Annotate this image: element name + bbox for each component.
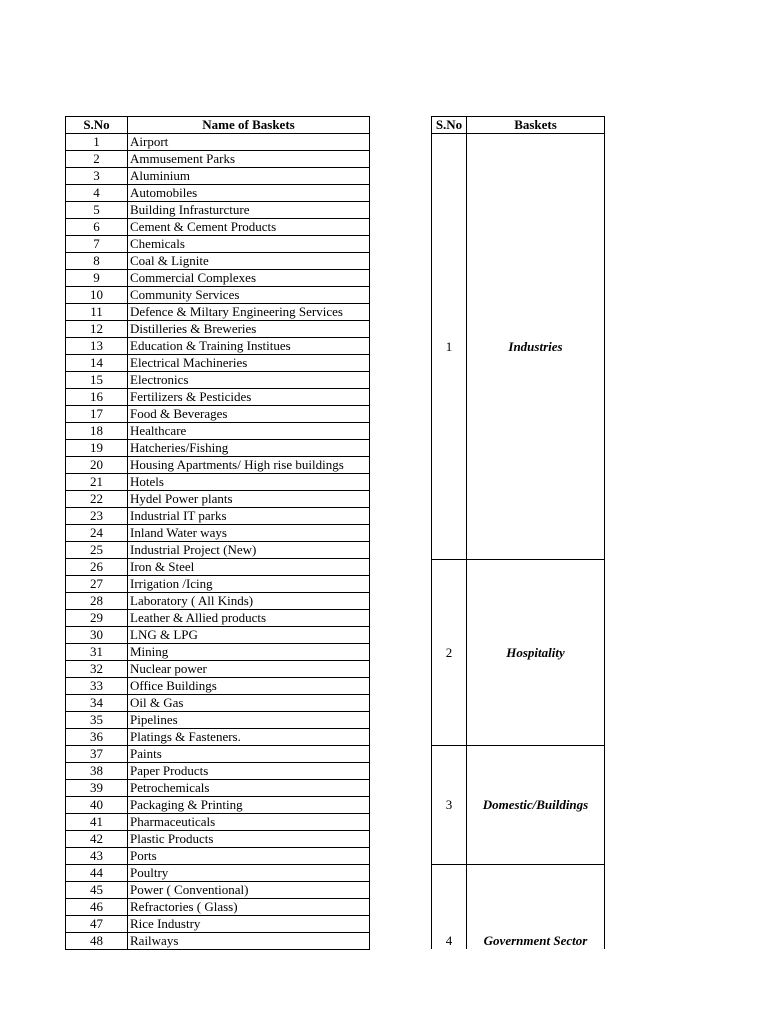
group-row bbox=[432, 560, 605, 746]
row-sno: 39 bbox=[66, 780, 128, 797]
table-row bbox=[66, 542, 370, 559]
table-row bbox=[66, 916, 370, 933]
row-basket-name: Hotels bbox=[128, 474, 370, 491]
row-basket-name: Electronics bbox=[128, 372, 370, 389]
row-basket-name: Housing Apartments/ High rise buildings bbox=[128, 457, 370, 474]
table-row bbox=[66, 457, 370, 474]
table-row bbox=[66, 899, 370, 916]
row-sno: 5 bbox=[66, 202, 128, 219]
sno-header: S.No bbox=[66, 117, 128, 134]
row-basket-name: Railways bbox=[128, 933, 370, 950]
row-basket-name: Rice Industry bbox=[128, 916, 370, 933]
row-basket-name: Education & Training Institues bbox=[128, 338, 370, 355]
row-basket-name: Community Services bbox=[128, 287, 370, 304]
row-sno: 29 bbox=[66, 610, 128, 627]
basket-groups-table bbox=[431, 116, 605, 949]
table-row bbox=[66, 780, 370, 797]
row-sno: 20 bbox=[66, 457, 128, 474]
table-row bbox=[66, 508, 370, 525]
row-basket-name: Fertilizers & Pesticides bbox=[128, 389, 370, 406]
group-sno: 4 bbox=[432, 865, 467, 949]
sno-header: S.No bbox=[432, 117, 467, 134]
table-row bbox=[66, 797, 370, 814]
row-basket-name: Mining bbox=[128, 644, 370, 661]
row-sno: 40 bbox=[66, 797, 128, 814]
table-row bbox=[66, 219, 370, 236]
row-basket-name: Ports bbox=[128, 848, 370, 865]
row-basket-name: Healthcare bbox=[128, 423, 370, 440]
group-sno: 1 bbox=[432, 134, 467, 560]
row-sno: 31 bbox=[66, 644, 128, 661]
row-basket-name: Petrochemicals bbox=[128, 780, 370, 797]
row-sno: 42 bbox=[66, 831, 128, 848]
row-basket-name: Defence & Miltary Engineering Services bbox=[128, 304, 370, 321]
row-basket-name: Laboratory ( All Kinds) bbox=[128, 593, 370, 610]
row-basket-name: Electrical Machineries bbox=[128, 355, 370, 372]
table-row bbox=[66, 236, 370, 253]
table-row bbox=[66, 729, 370, 746]
group-name: Domestic/Buildings bbox=[467, 746, 605, 865]
row-basket-name: Packaging & Printing bbox=[128, 797, 370, 814]
row-sno: 13 bbox=[66, 338, 128, 355]
table-row bbox=[66, 491, 370, 508]
row-sno: 2 bbox=[66, 151, 128, 168]
row-sno: 35 bbox=[66, 712, 128, 729]
group-name: Industries bbox=[467, 134, 605, 560]
row-sno: 15 bbox=[66, 372, 128, 389]
row-basket-name: Automobiles bbox=[128, 185, 370, 202]
row-sno: 47 bbox=[66, 916, 128, 933]
row-basket-name: Refractories ( Glass) bbox=[128, 899, 370, 916]
table-row bbox=[66, 593, 370, 610]
row-sno: 30 bbox=[66, 627, 128, 644]
row-basket-name: Office Buildings bbox=[128, 678, 370, 695]
row-basket-name: Leather & Allied products bbox=[128, 610, 370, 627]
row-sno: 7 bbox=[66, 236, 128, 253]
row-basket-name: Power ( Conventional) bbox=[128, 882, 370, 899]
table-row bbox=[66, 406, 370, 423]
row-basket-name: Paints bbox=[128, 746, 370, 763]
row-basket-name: Ammusement Parks bbox=[128, 151, 370, 168]
group-row bbox=[432, 865, 605, 949]
row-basket-name: Pharmaceuticals bbox=[128, 814, 370, 831]
group-name: Hospitality bbox=[467, 560, 605, 746]
row-sno: 1 bbox=[66, 134, 128, 151]
row-sno: 25 bbox=[66, 542, 128, 559]
table-row bbox=[66, 814, 370, 831]
row-basket-name: Industrial IT parks bbox=[128, 508, 370, 525]
row-sno: 33 bbox=[66, 678, 128, 695]
table-row bbox=[66, 202, 370, 219]
row-sno: 44 bbox=[66, 865, 128, 882]
group-sno: 3 bbox=[432, 746, 467, 865]
row-sno: 19 bbox=[66, 440, 128, 457]
row-sno: 21 bbox=[66, 474, 128, 491]
row-basket-name: Platings & Fasteners. bbox=[128, 729, 370, 746]
row-sno: 32 bbox=[66, 661, 128, 678]
row-sno: 46 bbox=[66, 899, 128, 916]
baskets-list-table bbox=[65, 116, 370, 950]
table-row bbox=[66, 763, 370, 780]
table-row bbox=[66, 389, 370, 406]
table-row bbox=[66, 933, 370, 950]
row-basket-name: Plastic Products bbox=[128, 831, 370, 848]
row-sno: 23 bbox=[66, 508, 128, 525]
table-row bbox=[66, 695, 370, 712]
row-sno: 3 bbox=[66, 168, 128, 185]
row-sno: 18 bbox=[66, 423, 128, 440]
row-sno: 6 bbox=[66, 219, 128, 236]
table-row bbox=[66, 372, 370, 389]
row-sno: 24 bbox=[66, 525, 128, 542]
row-basket-name: Cement & Cement Products bbox=[128, 219, 370, 236]
table-row bbox=[66, 678, 370, 695]
row-sno: 38 bbox=[66, 763, 128, 780]
table-row bbox=[66, 644, 370, 661]
group-row bbox=[432, 134, 605, 560]
table-row bbox=[66, 525, 370, 542]
table-row bbox=[66, 270, 370, 287]
table-row bbox=[66, 746, 370, 763]
table-row bbox=[66, 831, 370, 848]
row-basket-name: Airport bbox=[128, 134, 370, 151]
row-basket-name: Distilleries & Breweries bbox=[128, 321, 370, 338]
row-basket-name: Aluminium bbox=[128, 168, 370, 185]
table-row bbox=[66, 304, 370, 321]
row-basket-name: Pipelines bbox=[128, 712, 370, 729]
table-row bbox=[66, 440, 370, 457]
baskets-header: Baskets bbox=[467, 117, 605, 134]
row-sno: 4 bbox=[66, 185, 128, 202]
row-basket-name: Oil & Gas bbox=[128, 695, 370, 712]
row-basket-name: Irrigation /Icing bbox=[128, 576, 370, 593]
row-basket-name: Industrial Project (New) bbox=[128, 542, 370, 559]
table-row bbox=[66, 321, 370, 338]
row-basket-name: Hydel Power plants bbox=[128, 491, 370, 508]
row-basket-name: LNG & LPG bbox=[128, 627, 370, 644]
group-sno: 2 bbox=[432, 560, 467, 746]
row-basket-name: Building Infrasturcture bbox=[128, 202, 370, 219]
row-basket-name: Hatcheries/Fishing bbox=[128, 440, 370, 457]
table-row bbox=[66, 712, 370, 729]
row-sno: 27 bbox=[66, 576, 128, 593]
row-sno: 12 bbox=[66, 321, 128, 338]
table-row bbox=[66, 610, 370, 627]
table-row bbox=[66, 661, 370, 678]
header-row bbox=[432, 117, 605, 134]
row-basket-name: Poultry bbox=[128, 865, 370, 882]
table-row bbox=[66, 627, 370, 644]
table-row bbox=[66, 848, 370, 865]
row-sno: 28 bbox=[66, 593, 128, 610]
row-basket-name: Chemicals bbox=[128, 236, 370, 253]
table-row bbox=[66, 423, 370, 440]
row-sno: 10 bbox=[66, 287, 128, 304]
row-sno: 11 bbox=[66, 304, 128, 321]
row-sno: 9 bbox=[66, 270, 128, 287]
row-basket-name: Food & Beverages bbox=[128, 406, 370, 423]
row-sno: 22 bbox=[66, 491, 128, 508]
row-sno: 48 bbox=[66, 933, 128, 950]
table-row bbox=[66, 168, 370, 185]
table-row bbox=[66, 559, 370, 576]
header-row bbox=[66, 117, 370, 134]
table-row bbox=[66, 576, 370, 593]
row-basket-name: Coal & Lignite bbox=[128, 253, 370, 270]
row-sno: 17 bbox=[66, 406, 128, 423]
row-sno: 14 bbox=[66, 355, 128, 372]
group-row bbox=[432, 746, 605, 865]
row-sno: 8 bbox=[66, 253, 128, 270]
row-basket-name: Iron & Steel bbox=[128, 559, 370, 576]
row-sno: 26 bbox=[66, 559, 128, 576]
table-row bbox=[66, 253, 370, 270]
row-sno: 43 bbox=[66, 848, 128, 865]
row-sno: 45 bbox=[66, 882, 128, 899]
row-basket-name: Inland Water ways bbox=[128, 525, 370, 542]
group-name: Government Sector bbox=[467, 865, 605, 949]
row-sno: 16 bbox=[66, 389, 128, 406]
table-row bbox=[66, 338, 370, 355]
name-header: Name of Baskets bbox=[128, 117, 370, 134]
table-row bbox=[66, 185, 370, 202]
table-row bbox=[66, 151, 370, 168]
row-basket-name: Commercial Complexes bbox=[128, 270, 370, 287]
row-sno: 37 bbox=[66, 746, 128, 763]
table-row bbox=[66, 882, 370, 899]
table-row bbox=[66, 474, 370, 491]
table-row bbox=[66, 134, 370, 151]
row-basket-name: Paper Products bbox=[128, 763, 370, 780]
row-basket-name: Nuclear power bbox=[128, 661, 370, 678]
row-sno: 41 bbox=[66, 814, 128, 831]
row-sno: 36 bbox=[66, 729, 128, 746]
row-sno: 34 bbox=[66, 695, 128, 712]
table-row bbox=[66, 287, 370, 304]
table-row bbox=[66, 355, 370, 372]
table-row bbox=[66, 865, 370, 882]
